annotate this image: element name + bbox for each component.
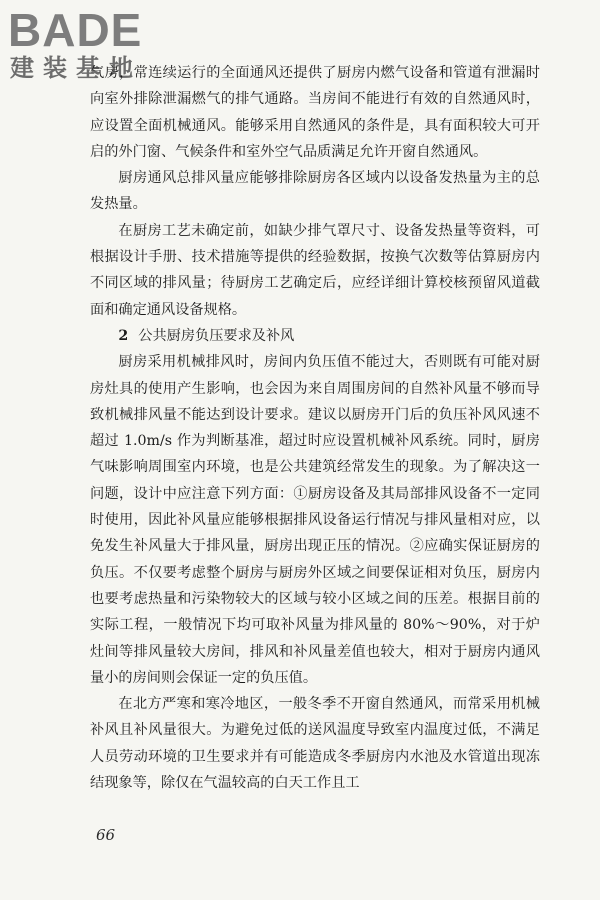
paragraph: 厨房通风总排风量应能够排除厨房各区域内以设备发热量为主的总发热量。 (90, 170, 540, 213)
section-number: 2 (118, 327, 129, 344)
paragraph: 厨房采用机械排风时，房间内负压值不能过大，否则既有可能对厨房灶具的使用产生影响，也会因为来自周围房间的自然补风量不够而导致机械排风量不能达到设计要求。建议以厨房开门后的负压补风风速不超过 1.0m/s 作为判断基准，超过时应设置机械补风系统。同时，厨房气味影响周围室内环境，也是公共建筑经常发生的现象。为了解决这一问题，设计中应注意下列方面：①厨房设备及其局部排风设备不一定同时使用，因此补风量应能够根据排风设备运行情况与排风量相对应，以免发生补风量大于排风量，厨房出现正压的情况。②应确实保证厨房的负压。不仅要考虑整个厨房与厨房外区域之间要保证相对负压，厨房内也要考虑热量和污染物较大的区域与较小区域之间的压差。根据目前的实际工程，一般情况下均可取补风量为排风量的 80%～90%，对于炉灶间等排风量较大房间，排风和补风量差值也较大，相对于厨房内通风量小的房间则会保证一定的负压值。 (90, 354, 540, 686)
page-number: 66 (96, 826, 116, 844)
section-title: 公共厨房负压要求及补风 (138, 327, 295, 344)
paragraph: 气房，常连续运行的全面通风还提供了厨房内燃气设备和管道有泄漏时向室外排除泄漏燃气的排气通路。当房间不能进行有效的自然通风时，应设置全面机械通风。能够采用自然通风的条件是，具有面积较大可开启的外门窗、气候条件和室外空气品质满足允许开窗自然通风。 (90, 65, 540, 160)
paragraph: 在厨房工艺未确定前，如缺少排气罩尺寸、设备发热量等资料，可根据设计手册、技术措施等提供的经验数据，按换气次数等估算厨房内不同区域的排风量；待厨房工艺确定后，应经详细计算校核预留风道截面和确定通风设备规格。 (90, 222, 540, 318)
watermark-brand: BADE (8, 4, 143, 56)
body-text (90, 60, 540, 796)
section-heading (90, 323, 540, 349)
watermark-subtitle: 建装基地 (10, 54, 142, 82)
paragraph: 在北方严寒和寒冷地区，一般冬季不开窗自然通风，而常采用机械补风且补风量很大。为避免过低的送风温度导致室内温度过低，不满足人员劳动环境的卫生要求并有可能造成冬季厨房内水池及水管道出现冻结现象等，除仅在气温较高的白天工作且工 (90, 696, 540, 792)
